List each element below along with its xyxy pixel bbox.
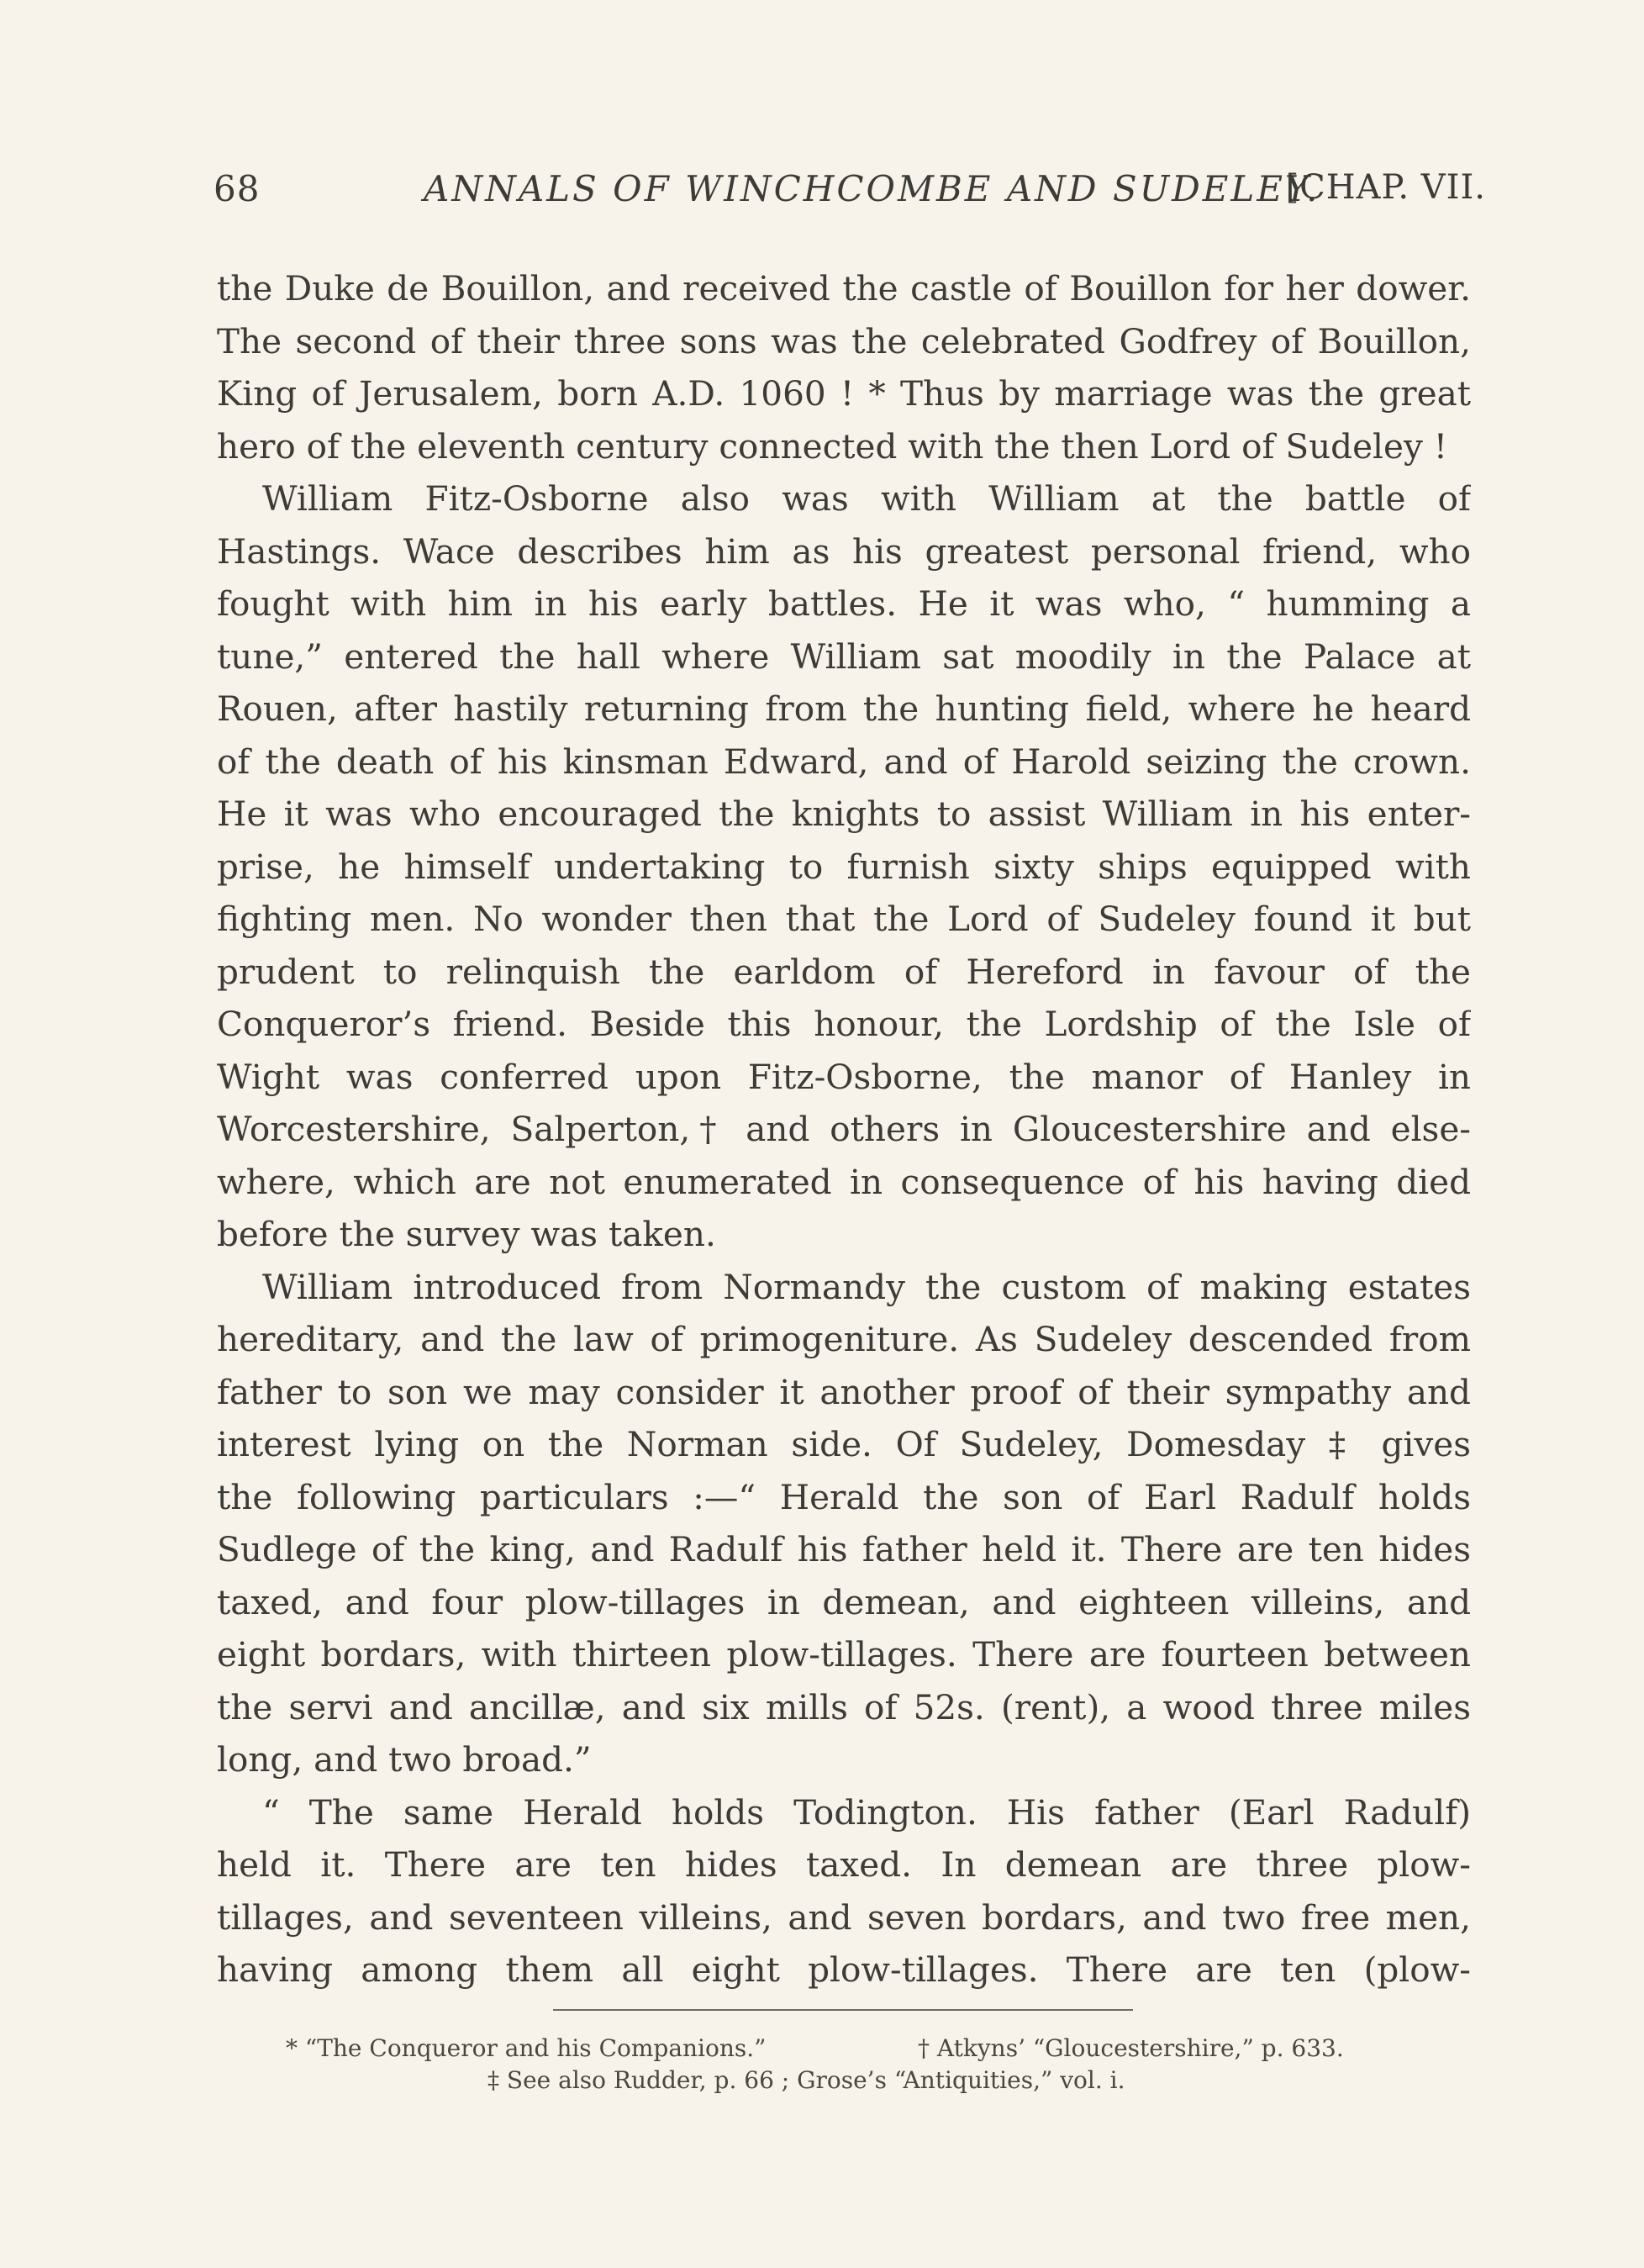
text-line: Sudlege of the king, and Radulf his father held it. There are ten hides [217, 1529, 1471, 1569]
text-line: fought with him in his early battles. He it was who, “ humming a [217, 583, 1471, 624]
footnote-double-dagger: ‡ See also Rudder, p. 66 ; Grose’s “Antiquities,” vol. i. [487, 2066, 1125, 2094]
footnote-row [286, 2033, 1395, 2065]
footnote-divider [553, 2009, 1133, 2011]
text-line: Hastings. Wace describes him as his greatest personal friend, who [217, 530, 1471, 572]
text-line: the servi and ancillæ, and six mills of 52s. (rent), a wood three miles [217, 1686, 1471, 1727]
text-line: the following particulars :—“ Herald the son of Earl Radulf holds [217, 1476, 1471, 1517]
text-line: William introduced from Normandy the custom of making estates [262, 1266, 1471, 1307]
footnotes [286, 2033, 1395, 2097]
footnote-star: * “The Conqueror and his Companions.” [286, 2034, 767, 2062]
text-line: where, which are not enumerated in consequence of his having died [217, 1161, 1471, 1202]
page-number: 68 [213, 168, 261, 209]
footnote-row [286, 2065, 1395, 2097]
text-line: “ The same Herald holds Todington. His father (Earl Radulf) [262, 1791, 1471, 1833]
text-line: father to son we may consider it another proof of their sympathy and [217, 1371, 1471, 1412]
text-line: The second of their three sons was the celebrated Godfrey of Bouillon, [217, 320, 1471, 361]
text-line: He it was who encouraged the knights to assist William in his enter- [217, 794, 1471, 834]
text-line: Rouen, after hastily returning from the hunting field, where he heard [217, 688, 1471, 729]
text-line: tune,” entered the hall where William sat moodily in the Palace at [217, 636, 1471, 677]
running-title: ANNALS OF WINCHCOMBE AND SUDELEY. [424, 168, 1320, 209]
footnote-dagger: † Atkyns’ “Gloucestershire,” p. 633. [918, 2034, 1344, 2062]
text-line: tillages, and seventeen villeins, and seven bordars, and two free men, [217, 1896, 1471, 1938]
text-line: the Duke de Bouillon, and received the castle of Bouillon for her dower. [217, 268, 1471, 309]
body-text [217, 262, 1471, 1996]
text-line: interest lying on the Norman side. Of Sudeley, Domesday ‡ gives [217, 1424, 1471, 1464]
text-line: Worcestershire, Salperton,† and others in Gloucestershire and else- [217, 1109, 1471, 1149]
text-line: having among them all eight plow-tillages. There are ten (plow- [217, 1949, 1471, 1990]
text-line: long, and two broad.” [217, 1739, 592, 1780]
text-line: prise, he himself undertaking to furnish sixty ships equipped with [217, 846, 1471, 887]
text-line: hereditary, and the law of primogeniture. As Sudeley descended from [217, 1319, 1471, 1359]
text-line: King of Jerusalem, born A.D. 1060 ! * Thus by marriage was the great [217, 373, 1471, 414]
text-line: Wight was conferred upon Fitz-Osborne, the manor of Hanley in [217, 1056, 1471, 1097]
running-head [213, 168, 1486, 222]
text-line: eight bordars, with thirteen plow-tillages. There are fourteen between [217, 1634, 1471, 1675]
text-line: Conqueror’s friend. Beside this honour, the Lordship of the Isle of [217, 1004, 1471, 1044]
text-line: before the survey was taken. [217, 1214, 716, 1254]
text-line: fighting men. No wonder then that the Lord of Sudeley found it but [217, 899, 1471, 939]
text-line: William Fitz-Osborne also was with William at the battle of [262, 478, 1471, 519]
text-line: held it. There are ten hides taxed. In demean are three plow- [217, 1844, 1471, 1885]
text-line: hero of the eleventh century connected with the then Lord of Sudeley ! [217, 425, 1447, 467]
text-line: prudent to relinquish the earldom of Hereford in favour of the [217, 951, 1471, 992]
text-line: taxed, and four plow-tillages in demean, and eighteen villeins, and [217, 1581, 1471, 1622]
chapter-reference: [CHAP. VII. [1285, 168, 1486, 207]
text-line: of the death of his kinsman Edward, and of Harold seizing the crown. [217, 741, 1471, 782]
